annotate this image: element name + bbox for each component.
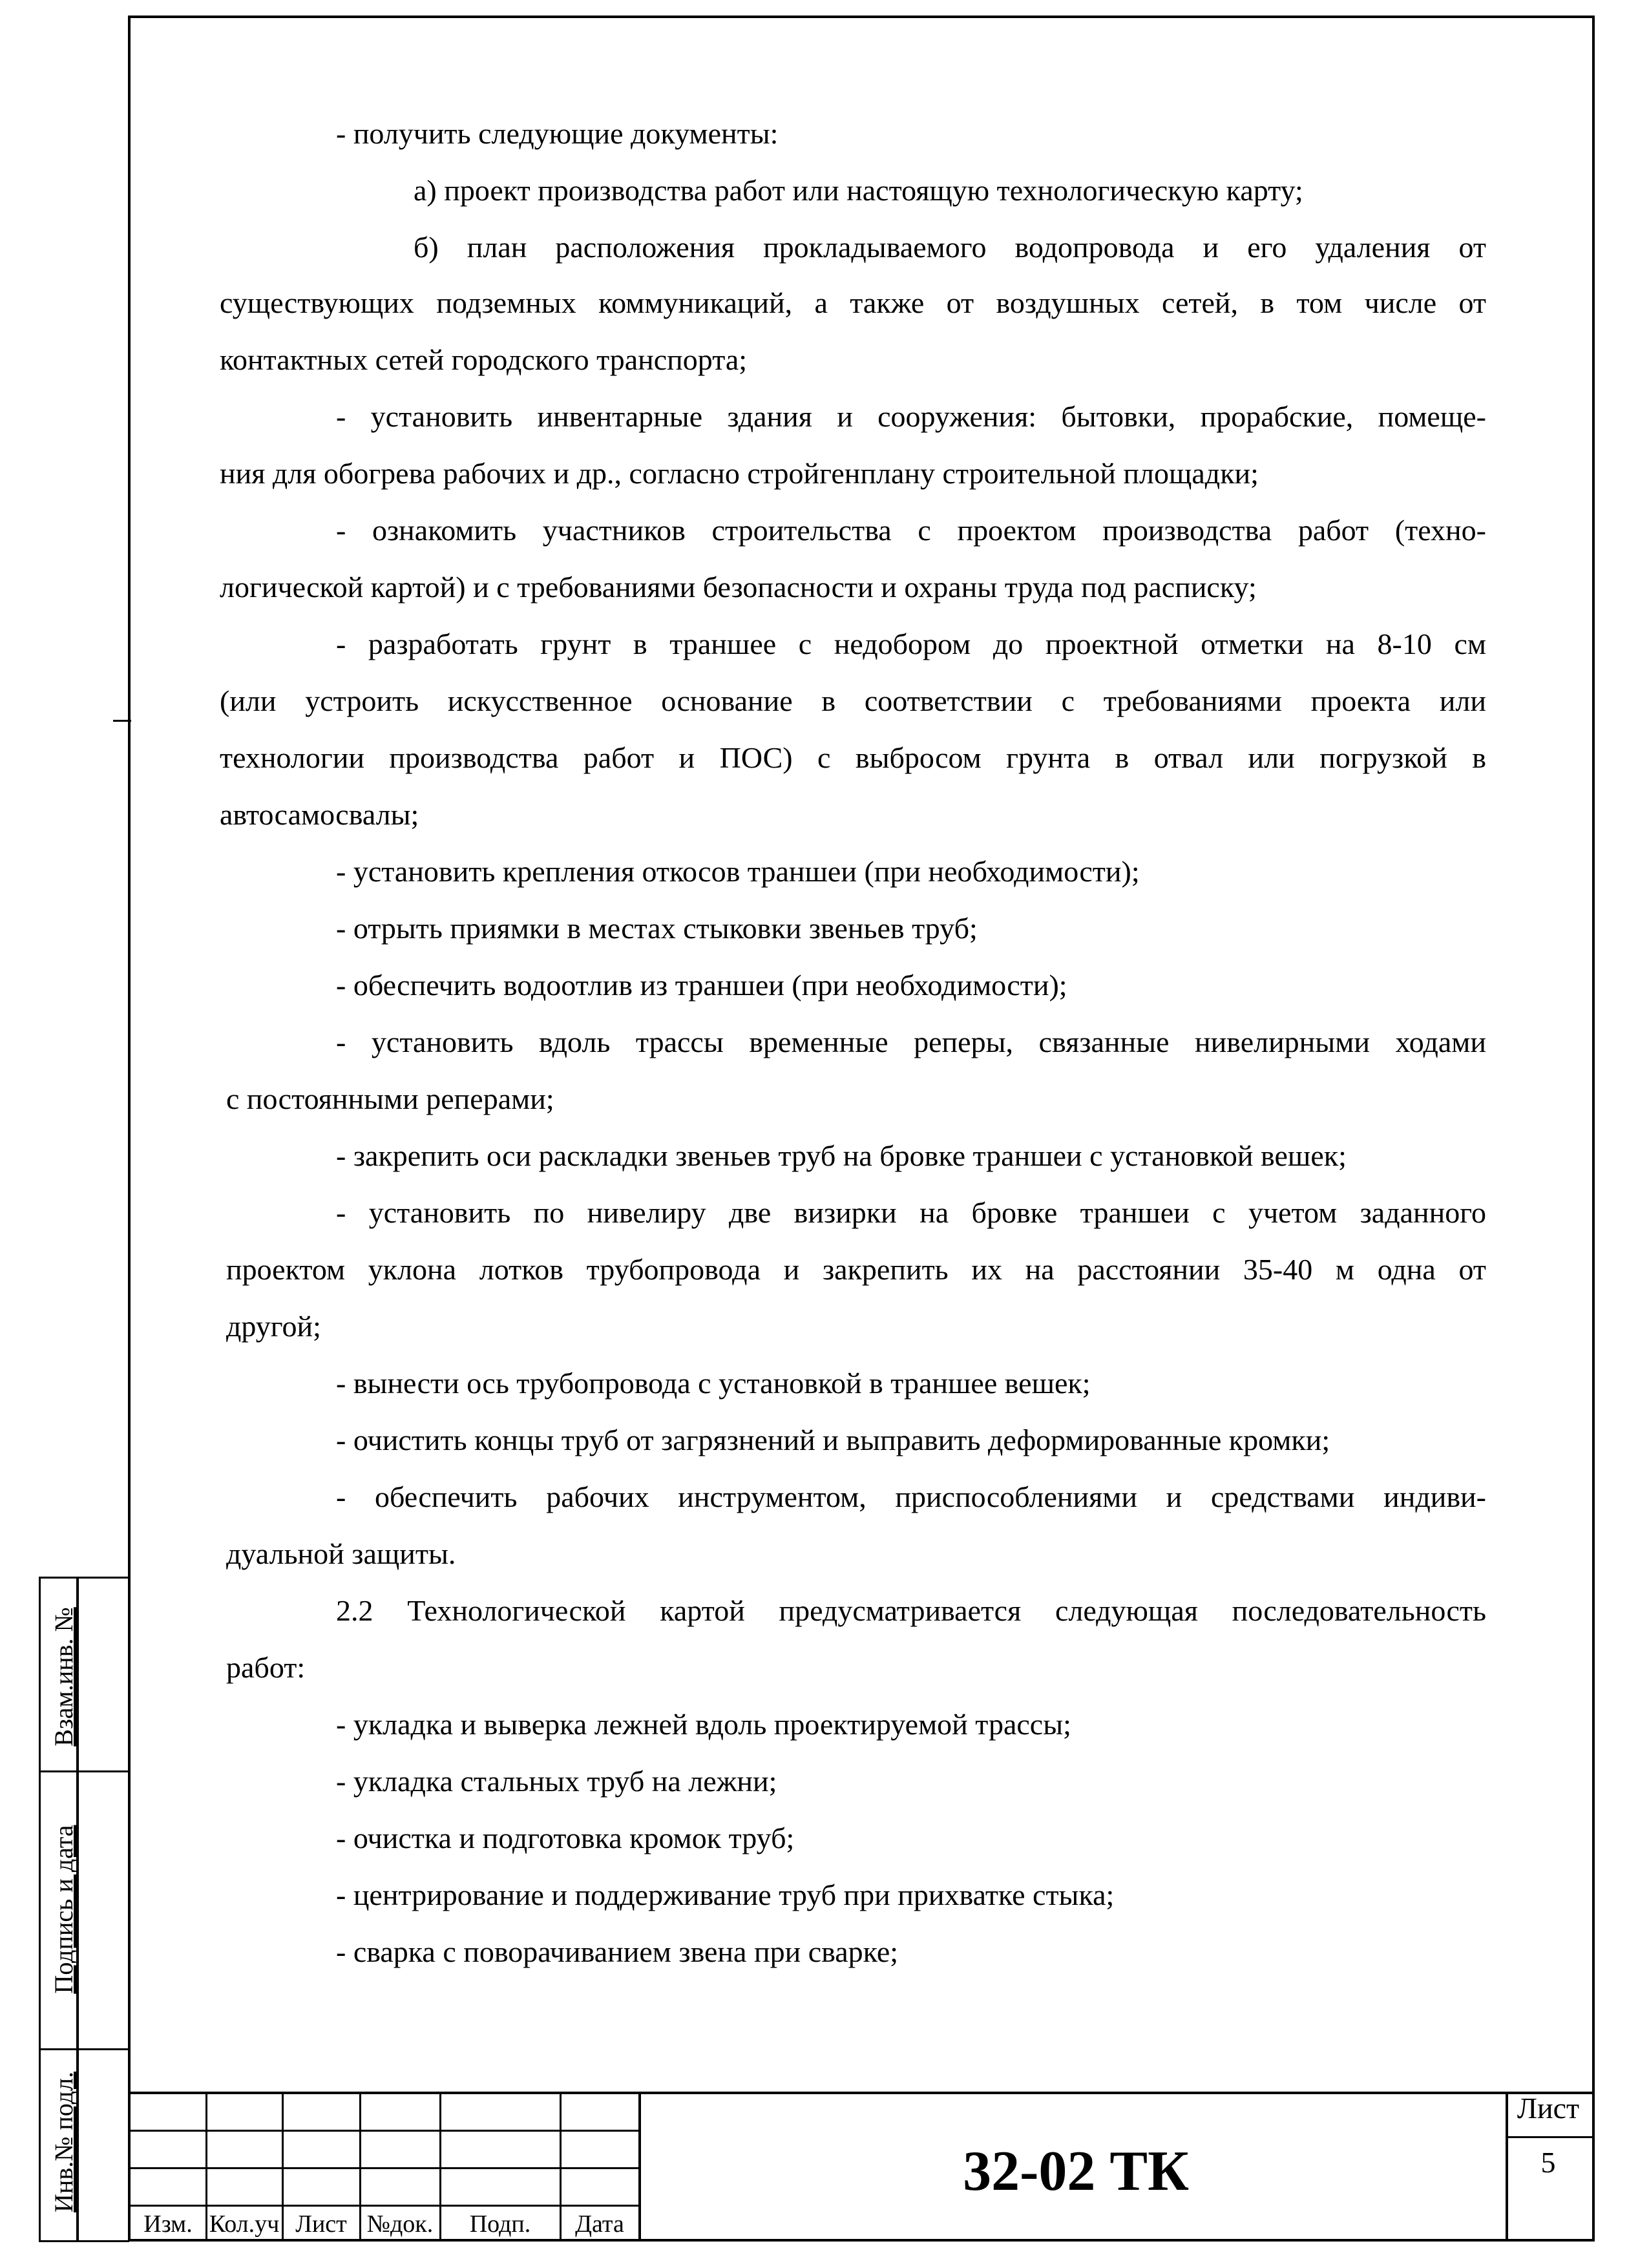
text-line: - разработать грунт в траншее с недобором до проектной отметки на 8-10 см: [336, 627, 1486, 660]
stamp-col-line: [359, 2092, 361, 2242]
text-line: ния для обогрева рабочих и др., согласно стройгенплану строительной площадки;: [220, 457, 1259, 490]
text-line: контактных сетей городского транспорта;: [220, 343, 748, 376]
stamp-header-ndok: №док.: [366, 2210, 434, 2238]
stamp-header-list: Лист: [295, 2210, 347, 2238]
text-line: - ознакомить участников строительства с проектом производства работ (техно-: [336, 514, 1486, 547]
text-line: с постоянными реперами;: [226, 1082, 554, 1115]
text-line: - вынести ось трубопровода с установкой в траншее вешек;: [336, 1367, 1091, 1400]
text-line: автосамосвалы;: [220, 798, 419, 831]
sheet-number: 5: [1540, 2146, 1556, 2179]
stamp-col-line: [439, 2092, 441, 2242]
text-line: логической картой) и с требованиями безопасности и охраны труда под расписку;: [220, 571, 1257, 604]
side-label-podpis: Подпись и дата: [49, 1825, 78, 1994]
stamp-row-line-3: [128, 2205, 640, 2207]
document-code: 32-02 ТК: [963, 2140, 1189, 2203]
side-label-vzam: Взам.инв. №: [49, 1607, 78, 1747]
text-line: - отрыть приямки в местах стыковки звеньев труб;: [336, 912, 978, 945]
text-line: проектом уклона лотков трубопровода и закрепить их на расстоянии 35-40 м одна от: [226, 1253, 1486, 1286]
stamp-header-podp: Подп.: [469, 2210, 531, 2238]
text-line: - получить следующие документы:: [336, 117, 779, 150]
text-line: - закрепить оси раскладки звеньев труб на бровке траншеи с установкой вешек;: [336, 1139, 1347, 1172]
sheet-sep-line: [1506, 2136, 1595, 2138]
text-line: - очистить концы труб от загрязнений и выправить деформированные кромки;: [336, 1423, 1330, 1456]
side-strip-bottom: [39, 2240, 129, 2242]
text-line: - укладка стальных труб на лежни;: [336, 1765, 777, 1798]
margin-tick: [113, 720, 131, 722]
text-line: - центрирование и поддерживание труб при прихватке стыка;: [336, 1878, 1115, 1911]
text-line: работ:: [226, 1651, 306, 1684]
stamp-header-kol: Кол.уч: [209, 2210, 280, 2238]
text-line: технологии производства работ и ПОС) с выбросом грунта в отвал или погрузкой в: [220, 741, 1486, 774]
text-line: - обеспечить водоотлив из траншеи (при необходимости);: [336, 969, 1067, 1002]
stamp-top-line: [128, 2092, 1595, 2094]
side-label-inv: Инв.№ подл.: [49, 2072, 78, 2212]
side-strip-line-mid: [39, 1577, 41, 2242]
text-line: другой;: [226, 1310, 321, 1343]
stamp-col-line: [282, 2092, 284, 2242]
text-line: (или устроить искусственное основание в соответствии с требованиями проекта или: [220, 684, 1486, 717]
text-line: - установить по нивелиру две визирки на бровке траншеи с учетом заданного: [336, 1196, 1486, 1229]
side-strip-top: [39, 1577, 129, 1579]
text-line: а) проект производства работ или настоящую технологическую карту;: [414, 174, 1303, 207]
stamp-col-line: [638, 2092, 641, 2242]
stamp-row-line-2: [128, 2167, 640, 2169]
stamp-col-line: [560, 2092, 562, 2242]
text-line: - установить инвентарные здания и сооружения: бытовки, прорабские, помеще-: [336, 400, 1486, 433]
text-line: б) план расположения прокладываемого водопровода и его удаления от: [414, 231, 1486, 264]
text-line: - очистка и подготовка кромок труб;: [336, 1822, 795, 1854]
text-line: - установить крепления откосов траншеи (при необходимости);: [336, 855, 1140, 888]
stamp-header-data: Дата: [575, 2210, 624, 2238]
stamp-col-line: [205, 2092, 207, 2242]
text-line: существующих подземных коммуникаций, а также от воздушных сетей, в том числе от: [220, 286, 1486, 319]
text-line: 2.2 Технологической картой предусматривается следующая последовательность: [336, 1594, 1486, 1627]
text-line: - укладка и выверка лежней вдоль проектируемой трассы;: [336, 1708, 1071, 1741]
stamp-header-izm: Изм.: [143, 2210, 193, 2238]
sheet-label: Лист: [1517, 2092, 1580, 2125]
text-line: дуальной защиты.: [226, 1537, 456, 1570]
text-line: - обеспечить рабочих инструментом, приспособлениями и средствами индиви-: [336, 1480, 1486, 1513]
text-line: - сварка с поворачиванием звена при сварке;: [336, 1935, 899, 1968]
stamp-row-line-1: [128, 2130, 640, 2132]
text-line: - установить вдоль трассы временные реперы, связанные нивелирными ходами: [336, 1025, 1486, 1058]
side-strip-sep2: [39, 2048, 129, 2050]
